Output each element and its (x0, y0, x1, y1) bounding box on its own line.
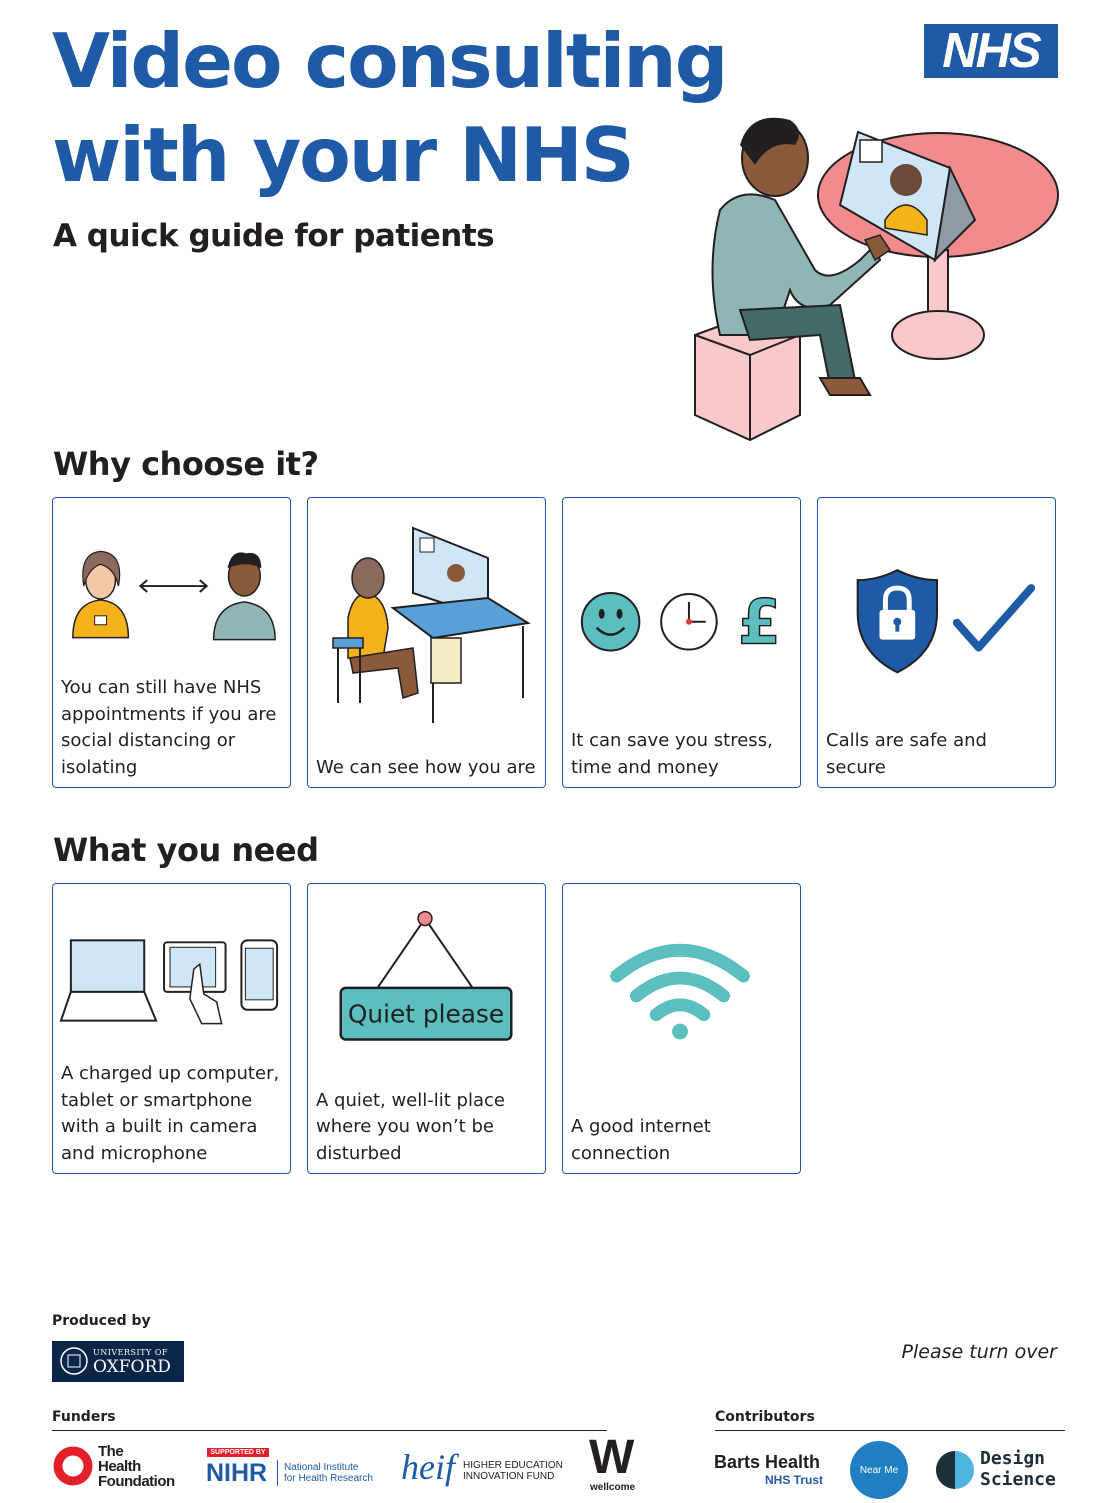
woman-at-computer-icon (308, 498, 546, 748)
oxford-crest-icon (59, 1346, 89, 1376)
devices-icon (53, 884, 290, 1074)
laptop-icon (61, 940, 156, 1020)
title-line-1: Video consulting (52, 17, 727, 105)
near-me-logo: Near Me (850, 1441, 908, 1499)
patient-clinician-icon (53, 498, 290, 688)
oxford-logo: UNIVERSITY OF OXFORD (52, 1341, 184, 1382)
why-heading: Why choose it? (53, 445, 319, 483)
health-foundation-ring-icon (53, 1446, 93, 1486)
why-card-see-you (307, 497, 546, 788)
need-card-internet (562, 883, 801, 1174)
card-caption: It can save you stress, time and money (571, 730, 773, 778)
contributors-label: Contributors (715, 1409, 815, 1425)
smartphone-icon (241, 940, 277, 1009)
quiet-sign-icon (308, 884, 545, 1074)
smile-clock-pound-icon (563, 498, 800, 688)
produced-by-label: Produced by (52, 1313, 151, 1329)
card-caption: A good internet connection (571, 1116, 711, 1164)
need-heading: What you need (53, 831, 319, 869)
man-video-call-illustration (680, 110, 1070, 455)
funders-divider (52, 1430, 607, 1431)
card-caption: A charged up computer, tablet or smartphone with a built in camera and microphone (61, 1063, 280, 1164)
page-subtitle: A quick guide for patients (53, 218, 495, 254)
sign-text: Quiet please (347, 999, 505, 1029)
please-turn-over: Please turn over (901, 1341, 1057, 1363)
title-line-2: with your NHS (52, 111, 633, 199)
smile-icon (582, 593, 640, 651)
pound-icon: £ (737, 587, 781, 659)
page-title (52, 14, 726, 202)
funders-label: Funders (52, 1409, 116, 1425)
check-icon (957, 588, 1031, 647)
card-caption: Calls are safe and secure (826, 730, 987, 778)
shield-lock-icon (858, 570, 937, 672)
clock-icon (661, 594, 717, 650)
design-science-icon (935, 1450, 975, 1490)
card-caption: You can still have NHS appointments if you are social distancing or isolating (61, 677, 277, 778)
why-card-secure (817, 497, 1056, 788)
card-caption: We can see how you are (316, 756, 536, 778)
contributors-divider (715, 1430, 1065, 1431)
shield-lock-check-icon (818, 498, 1055, 688)
card-caption: A quiet, well-lit place where you won’t be disturbed (316, 1089, 505, 1164)
why-card-distancing (52, 497, 291, 788)
need-card-device (52, 883, 291, 1174)
why-card-save (562, 497, 801, 788)
wifi-icon (563, 884, 800, 1074)
nhs-logo: NHS (924, 24, 1058, 78)
tablet-icon (164, 942, 225, 1023)
need-card-quiet (307, 883, 546, 1174)
